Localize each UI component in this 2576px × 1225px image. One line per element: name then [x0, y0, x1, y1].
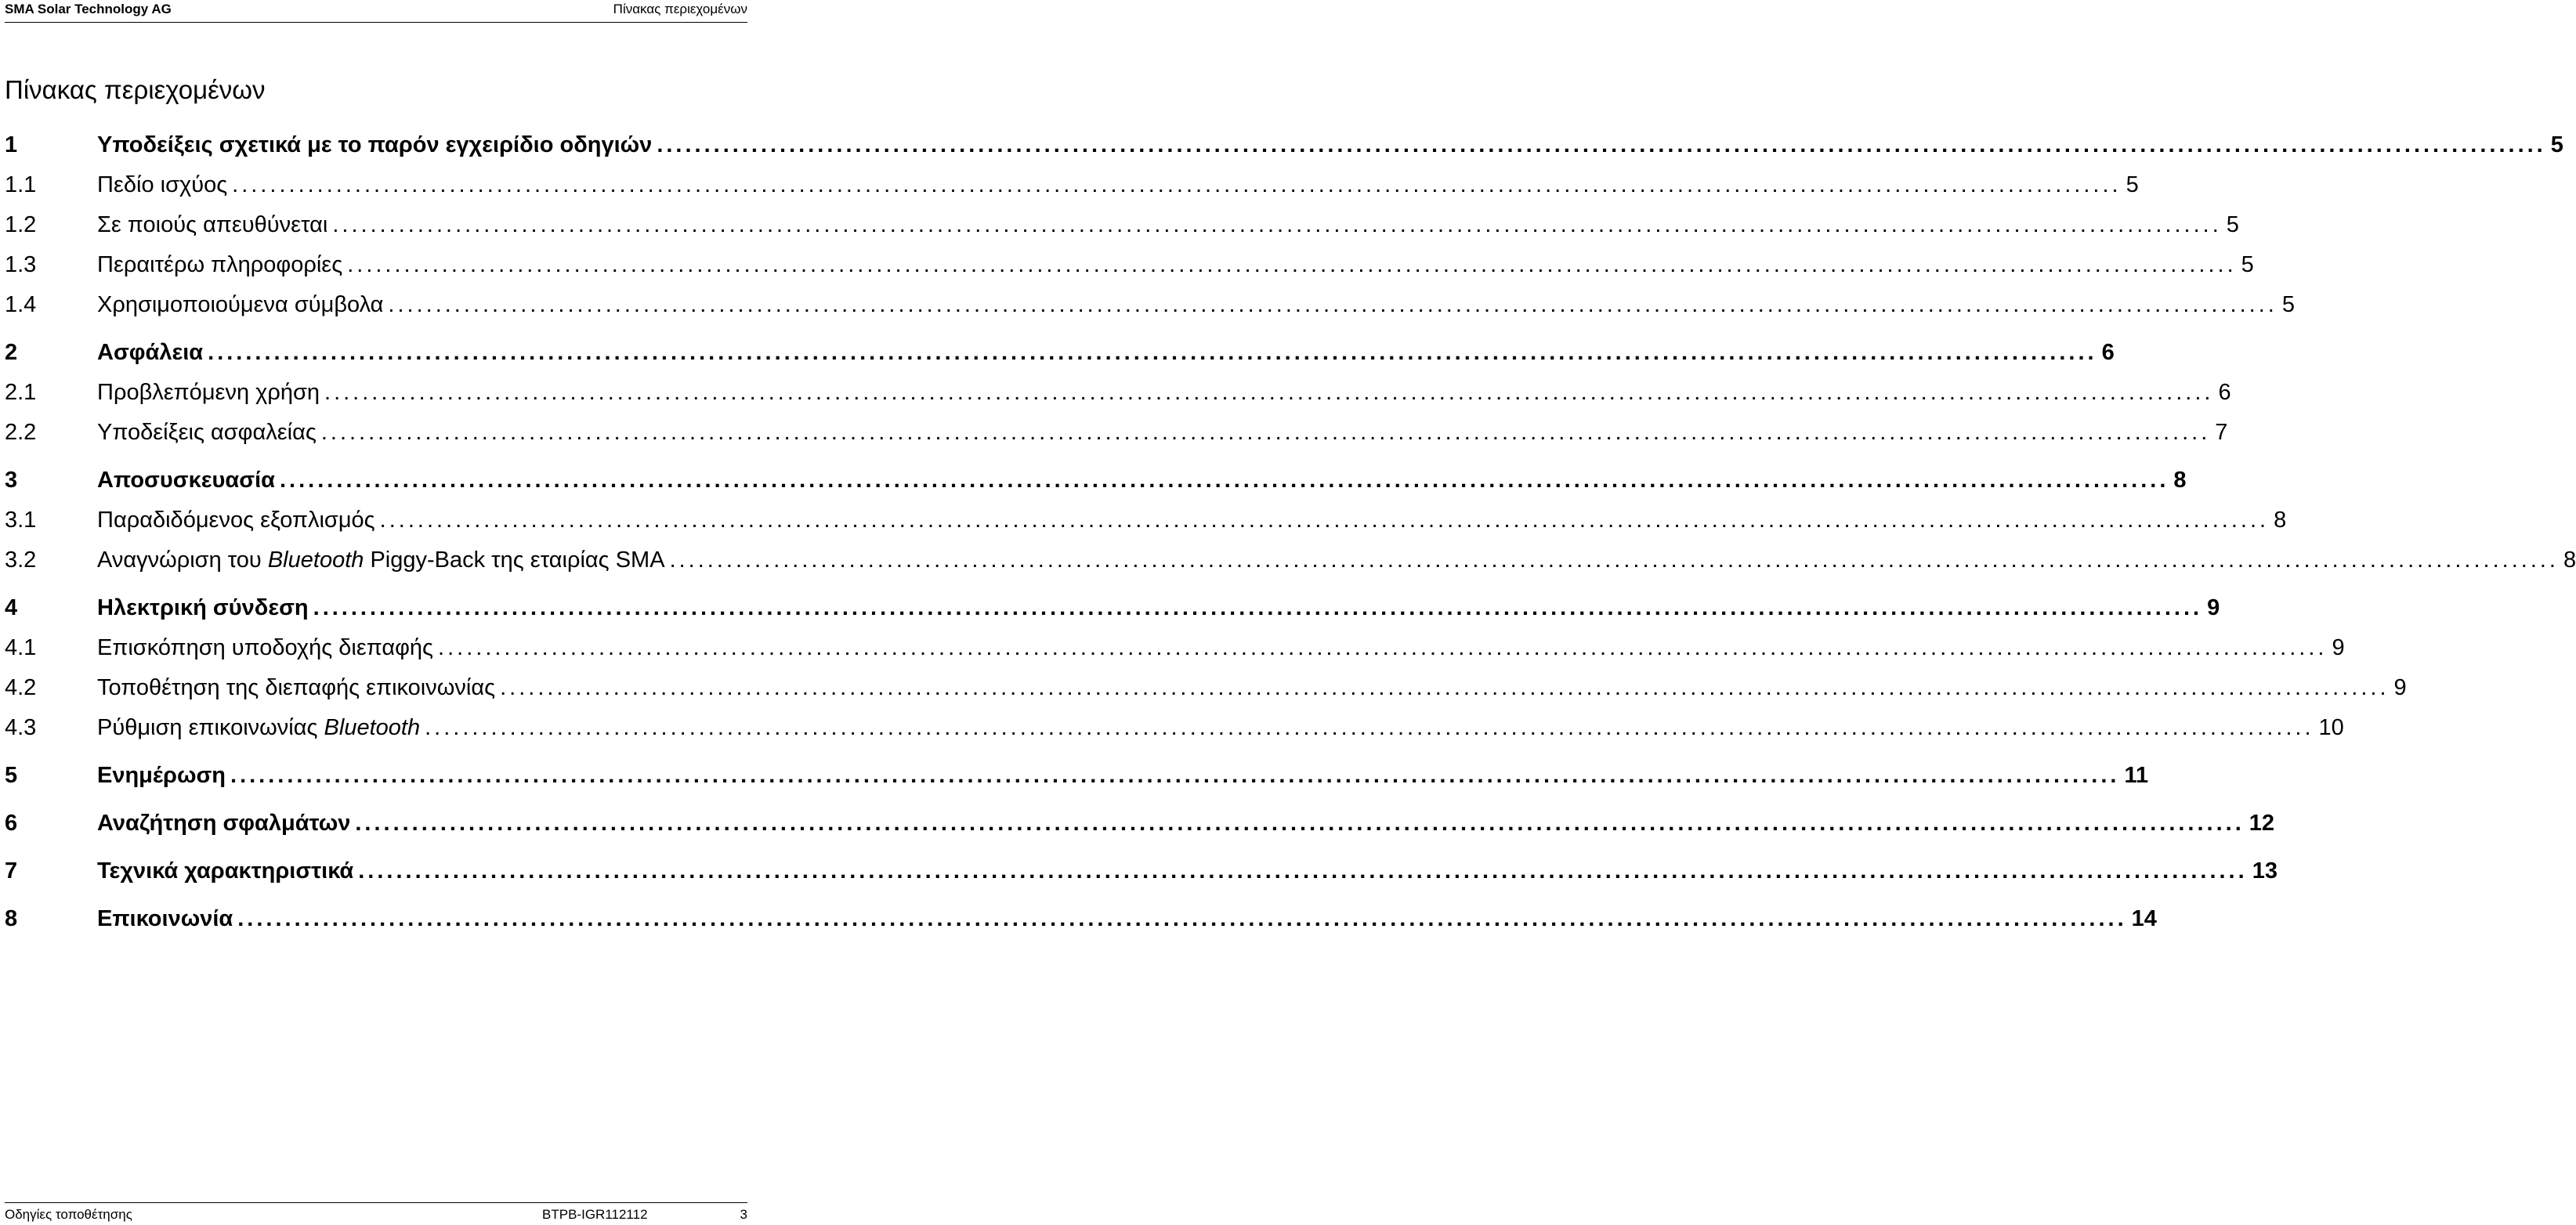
toc-entry-label: Ενημέρωση	[97, 763, 226, 788]
toc-entry-page: 5	[2281, 292, 2295, 317]
footer-doc-code: BTPB-IGR112112	[542, 1206, 648, 1222]
toc-leader-dots: ........................................................................................................................................................................................................	[320, 420, 2211, 445]
toc-entry-page: 9	[2393, 675, 2407, 700]
toc-entry-number: 3.2	[5, 547, 37, 573]
toc-entry-page: 9	[2332, 635, 2345, 660]
toc-entry-page: 5	[2126, 172, 2139, 197]
toc-entry-label	[97, 540, 665, 580]
toc-entry-label: Πεδίο ισχύος	[97, 172, 228, 197]
toc-entry-number: 8	[5, 906, 18, 931]
toc-entry[interactable]	[5, 373, 2231, 413]
toc-entry[interactable]	[5, 205, 2239, 245]
toc-leader-dots: ........................................................................................................................................................................................................	[324, 380, 2214, 405]
page-header	[5, 2, 747, 23]
toc-entry-number: 3.1	[5, 508, 37, 533]
toc-entry[interactable]	[5, 628, 2345, 668]
toc-leader-dots: ........................................................................................................................................................................................................	[657, 132, 2546, 157]
toc-entry-page: 14	[2131, 906, 2157, 931]
toc-entry-number: 7	[5, 858, 18, 884]
toc-entry-label: Τεχνικά χαρακτηριστικά	[97, 858, 354, 884]
toc-entry-label: Επικοινωνία	[97, 906, 233, 931]
toc-leader-dots: ........................................................................................................................................................................................................	[358, 858, 2248, 884]
toc-entry-label-text: Piggy-Back της εταιρίας SMA	[364, 547, 665, 573]
toc-entry-label: Αποσυσκευασία	[97, 468, 275, 493]
toc-entry-number: 2	[5, 340, 18, 365]
toc-entry[interactable]	[5, 500, 2287, 540]
toc-leader-dots: ........................................................................................................................................................................................................	[425, 715, 2314, 740]
toc-entry-number: 3	[5, 468, 18, 493]
toc-entry-page: 13	[2252, 858, 2278, 884]
toc-entry-label: Χρησιμοποιούμενα σύμβολα	[97, 292, 384, 317]
toc-entry-label: Υποδείξεις σχετικά με το παρόν εγχειρίδιο οδηγιών	[97, 132, 653, 157]
toc-entry-label: Αναζήτηση σφαλμάτων	[97, 811, 351, 836]
toc-leader-dots: ........................................................................................................................................................................................................	[379, 508, 2270, 533]
toc-entry-page: 6	[2101, 340, 2115, 365]
toc-entry[interactable]	[5, 540, 2576, 580]
footer-doc-title: Οδηγίες τοποθέτησης	[5, 1206, 132, 1222]
toc-entry-label: Σε ποιούς απευθύνεται	[97, 212, 328, 237]
page-title: Πίνακας περιεχομένων	[5, 75, 266, 104]
toc-entry-label: Τοποθέτηση της διεπαφής επικοινωνίας	[97, 675, 496, 700]
toc-entry[interactable]	[5, 588, 2220, 628]
toc-entry-page: 12	[2249, 811, 2275, 836]
page-footer	[5, 1202, 747, 1223]
toc-leader-dots: ........................................................................................................................................................................................................	[237, 906, 2127, 931]
table-of-contents	[5, 125, 2576, 939]
toc-entry-page: 5	[2550, 132, 2563, 157]
toc-entry-page: 5	[2226, 212, 2239, 237]
toc-entry-page: 8	[2274, 508, 2287, 533]
toc-entry-number: 1.4	[5, 292, 37, 317]
toc-entry[interactable]	[5, 708, 2344, 748]
toc-leader-dots: ........................................................................................................................................................................................................	[438, 635, 2328, 660]
toc-entry[interactable]	[5, 756, 2149, 796]
toc-entry[interactable]	[5, 804, 2275, 844]
toc-entry-number: 4	[5, 595, 18, 620]
toc-entry[interactable]	[5, 165, 2139, 205]
toc-entry-page: 10	[2318, 715, 2344, 740]
toc-entry-number: 6	[5, 811, 18, 836]
toc-entry[interactable]	[5, 461, 2187, 500]
toc-entry-page: 8	[2563, 547, 2576, 573]
toc-leader-dots: ........................................................................................................................................................................................................	[332, 212, 2222, 237]
toc-entry[interactable]	[5, 668, 2407, 708]
toc-entry[interactable]	[5, 125, 2563, 165]
toc-entry-number: 4.1	[5, 635, 37, 660]
toc-entry-label: Περαιτέρω πληροφορίες	[97, 252, 343, 277]
header-section: Πίνακας περιεχομένων	[613, 2, 747, 16]
toc-entry[interactable]	[5, 899, 2157, 939]
toc-entry[interactable]	[5, 245, 2254, 285]
toc-entry-number: 1.1	[5, 172, 37, 197]
header-company: SMA Solar Technology AG	[5, 2, 172, 16]
toc-leader-dots: ........................................................................................................................................................................................................	[355, 811, 2245, 836]
toc-entry[interactable]	[5, 333, 2115, 373]
toc-leader-dots: ........................................................................................................................................................................................................	[313, 595, 2203, 620]
toc-entry-page: 8	[2173, 468, 2187, 493]
toc-leader-dots: ........................................................................................................................................................................................................	[279, 468, 2169, 493]
toc-entry-label-text: Ρύθμιση επικοινωνίας	[97, 715, 324, 740]
toc-entry-number: 1.2	[5, 212, 37, 237]
toc-entry-page: 9	[2207, 595, 2220, 620]
toc-entry-number: 5	[5, 763, 18, 788]
toc-leader-dots: ........................................................................................................................................................................................................	[388, 292, 2278, 317]
toc-entry[interactable]	[5, 851, 2278, 891]
toc-entry-number: 2.2	[5, 420, 37, 445]
toc-entry-label: Ασφάλεια	[97, 340, 204, 365]
toc-entry-number: 2.1	[5, 380, 37, 405]
toc-entry-label: Επισκόπηση υποδοχής διεπαφής	[97, 635, 434, 660]
toc-leader-dots: ........................................................................................................................................................................................................	[500, 675, 2390, 700]
toc-leader-dots: ........................................................................................................................................................................................................	[230, 763, 2120, 788]
toc-entry-number: 4.3	[5, 715, 37, 740]
toc-entry-label: Παραδιδόμενος εξοπλισμός	[97, 508, 375, 533]
toc-leader-dots: ........................................................................................................................................................................................................	[669, 547, 2559, 573]
toc-leader-dots: ........................................................................................................................................................................................................	[232, 172, 2122, 197]
toc-entry-number: 1	[5, 132, 18, 157]
toc-entry-label-emphasis: Bluetooth	[324, 715, 421, 740]
footer-page-number: 3	[740, 1206, 747, 1222]
toc-entry[interactable]	[5, 413, 2228, 453]
toc-leader-dots: ........................................................................................................................................................................................................	[347, 252, 2237, 277]
toc-entry-label-emphasis: Bluetooth	[267, 547, 364, 573]
toc-entry-page: 7	[2215, 420, 2228, 445]
toc-entry-page: 5	[2241, 252, 2254, 277]
toc-leader-dots: ........................................................................................................................................................................................................	[208, 340, 2097, 365]
toc-entry-label: Υποδείξεις ασφαλείας	[97, 420, 317, 445]
toc-entry-label-text: Αναγνώριση του	[97, 547, 268, 573]
toc-entry-label	[97, 708, 420, 748]
toc-entry-page: 11	[2124, 763, 2149, 788]
toc-entry-page: 6	[2218, 380, 2231, 405]
toc-entry-number: 4.2	[5, 675, 37, 700]
toc-entry-label: Προβλεπόμενη χρήση	[97, 380, 320, 405]
toc-entry-label: Ηλεκτρική σύνδεση	[97, 595, 309, 620]
toc-entry[interactable]	[5, 285, 2295, 325]
toc-entry-number: 1.3	[5, 252, 37, 277]
